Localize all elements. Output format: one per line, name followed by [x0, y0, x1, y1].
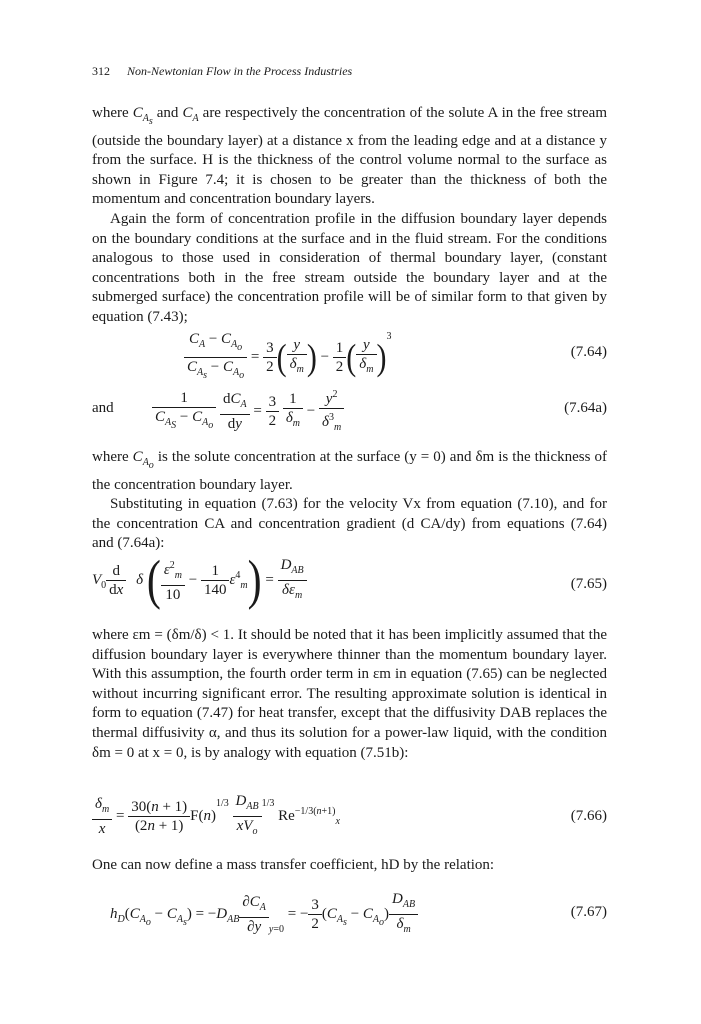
equation-number: (7.66) [570, 808, 607, 824]
equation-7-65-body: $V_0$ $\frac{d}{dx}$ δ ( $\frac{\varepsilon^2_m}{10}$ − $\frac{1}{140}$ $\varepsilon^4_m$) = $\frac{D_{AB}}{\delta\varepsilon_m}$ [92, 556, 307, 605]
equation-7-66-body: $\frac{\delta_m}{x}$ = $\frac{30(n + 1)}{(2n + 1)}$ $F(n)^{1/3}$ $\frac{D_{AB}}{xV_o}$ $^{1/3}$ $Re^{-1/3(n+1)}_x$ [92, 792, 340, 841]
paragraph-where-cao: where $C_{A_o}$ is the solute concentration at the surface (y = 0) and δm is the thickness of the concentration boundary layer. Substituting in equation (7.63) for the velocity Vx from equation (7.10), and for the concentration CA and concentration gradient (d CA/dy) from equations (7.64) and (7.64a): [92, 448, 607, 554]
intro-rest: are respectively the concentration of the solute A in the free stream (outside the boundary layer) at a distance x from the leading edge and at a distance y from the surface. H is the thickness of the control volume normal to the surface as shown in Figure 7.4; it is chosen to be greater than the thickness of both the momentum and concentration boundary layers. [92, 105, 607, 208]
equation-7-64 [92, 330, 607, 380]
paragraph-again: Again the form of concentration profile in the diffusion boundary layer depends on the boundary conditions at the surface and in the fluid stream. For the conditions analogous to those used in consideration of thermal boundary layer, (constant concentrations both in the free stream outside the boundary layer and at the submerged surface) the concentration profile will be of similar form to that given by equation (7.43); [92, 210, 607, 325]
equation-number: (7.64a) [564, 400, 607, 416]
paragraph-where-em: where εm = (δm/δ) < 1. It should be noted that it has been implicitly assumed that the diffusion boundary layer is everywhere thinner than the momentum boundary layer. With this assumption, the fourth order term in εm in equation (7.65) can be neglected without incurring significant error. The resulting approximate solution is identical in form to equation (7.47) for heat transfer, except that the diffusivity DAB replaces the thermal diffusivity α, and thus its solution for a power-law liquid, with the condition δm = 0 at x = 0, is by analogy with equation (7.51b): [92, 627, 607, 761]
equation-leading-word: and [92, 400, 114, 416]
equation-7-64-body: $\frac{C_A - C_{A_o}}{C_{A_s} - C_{A_o}}$ = $\frac{3}{2}$ ( $\frac{y}{\delta_m}$ ) − $\frac{1}{2}$ ( $\frac{y}{\delta_m}$ )$^3$ [184, 330, 392, 385]
where-cao-text: is the solute concentration at the surface (y = 0) and δm is the thickness of the concentration boundary layer. [92, 449, 607, 493]
running-head [92, 64, 352, 79]
intro-where: where $C_{A_s}$ and $C_A$ [92, 105, 199, 127]
equation-number: (7.64) [570, 344, 607, 360]
paragraph-substituting: Substituting in equation (7.63) for the velocity Vx from equation (7.10), and for the concentration CA and concentration gradient (d CA/dy) from equations (7.64) and (7.64a): [92, 496, 607, 552]
equation-7-64a-body: $\frac{1}{C_{A_S} - C_{A_o}}$ $\frac{dC_A}{dy}$ = $\frac{3}{2}$ $\frac{1}{\delta_m}$ − $\frac{y^2}{\delta^3_m}$ [152, 386, 344, 437]
equation-7-66 [92, 792, 607, 840]
page-number: 312 [92, 64, 110, 78]
equation-7-65 [92, 550, 607, 618]
equation-number: (7.67) [570, 904, 607, 920]
paragraph-define: One can now define a mass transfer coefficient, hD by the relation: [92, 857, 495, 873]
equation-7-67-body: $h_D(C_{A_o} - C_{A_s}) = -D_{AB}$ $\frac{\partial C_A}{\partial y}$ $_{y=0}$ = − $\frac{3}{2}$ $(C_{A_s} - C_{A_o})$ $\frac{D_{AB}}{\delta_m}$ [110, 890, 418, 939]
paragraph-intro [92, 104, 607, 328]
equation-7-64a [92, 386, 607, 432]
running-title: Non-Newtonian Flow in the Process Industries [127, 64, 353, 78]
equation-number: (7.65) [570, 576, 607, 592]
equation-7-67 [92, 890, 607, 940]
